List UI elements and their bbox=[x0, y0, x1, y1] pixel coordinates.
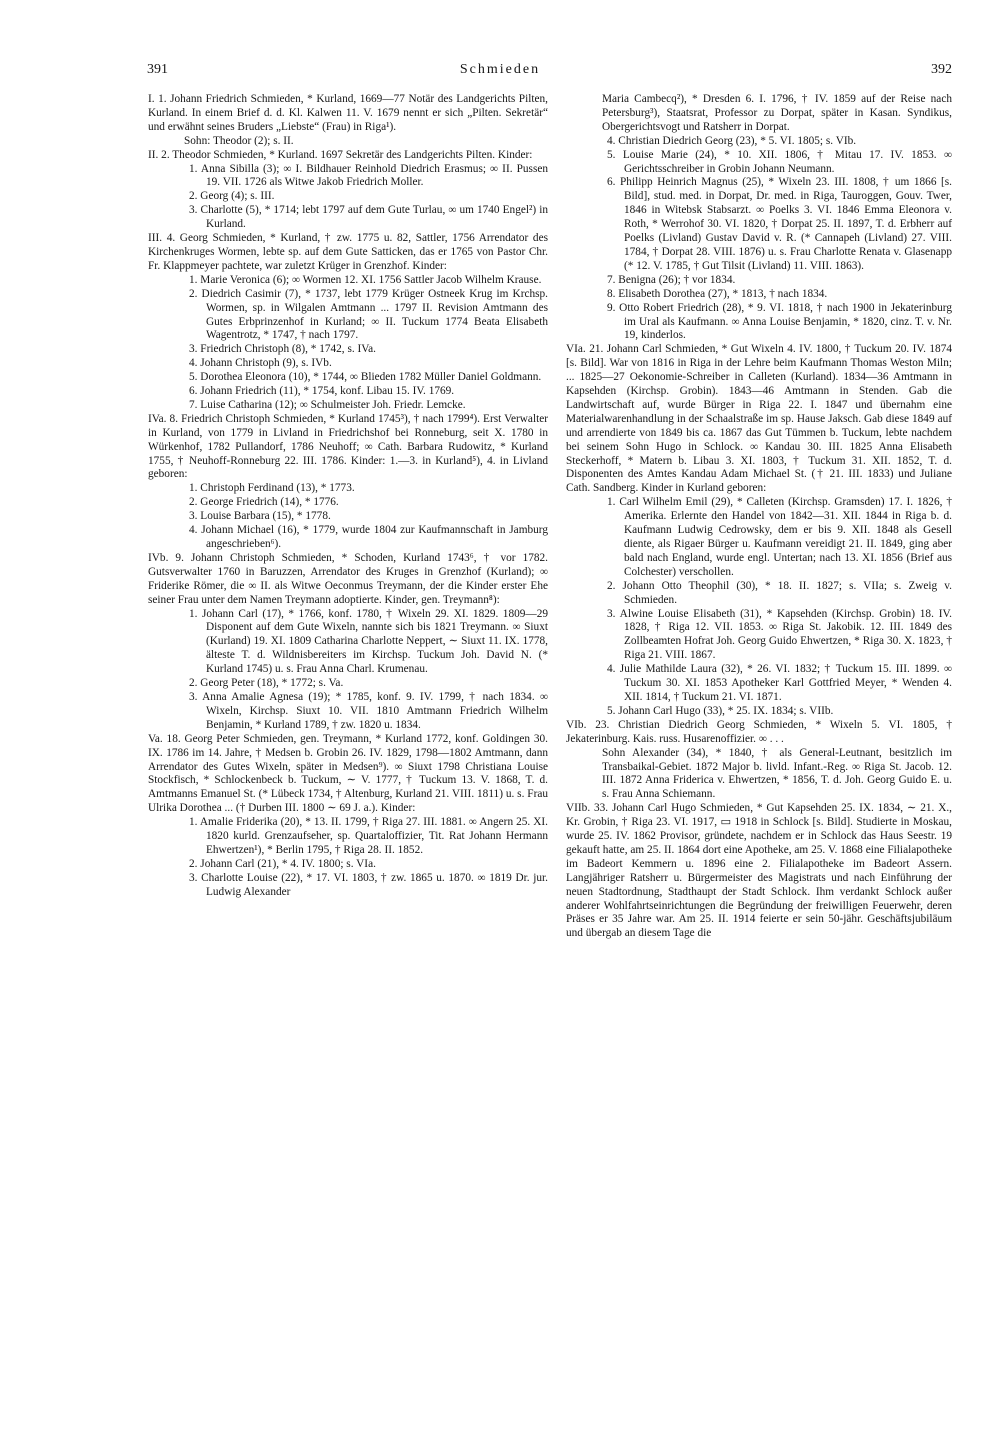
genealogy-entry: VIb. 23. Christian Diedrich Georg Schmieden, * Wixeln 5. VI. 1805, † Jekaterinburg. Kais. russ. Husarenoffizier. ∞ . . . bbox=[566, 718, 952, 745]
child-entry: 4. Johann Christoph (9), s. IVb. bbox=[189, 357, 332, 370]
child-entry: 6. Philipp Heinrich Magnus (25), * Wixeln 23. III. 1808, † um 1866 [s. Bild], stud. med. in Dorpat, Dr. med. in Riga, Tauroggen, Gouv. Twer, 1846 in Witebsk Stabsarzt. ∞ Poelks 3. VI. 1846 Emma Eleonora v. Roth, * Werrohof 30. VI. 1820, † Dorpat 25. II. 1897, T. d. Erbherr auf Poelks (Livland) Gustav David v. R. (* Cannapeh (Livland) 27. VIII. 1784, † Dorpat 28. VIII. 1876) u. s. Frau Charlotte Renata v. Glasenapp (* 12. V. 1785, † Gut Tilsit (Livland) 11. VIII. 1863). bbox=[607, 176, 952, 272]
child-entry: 4. Julie Mathilde Laura (32), * 26. VI. 1832; † Tuckum 15. III. 1899. ∞ Tuckum 30. XI. 1853 Apotheker Karl Gottfried Meyer, * Wenden 4. XII. 1814, † Tuckum 21. VI. 1871. bbox=[607, 663, 952, 703]
child-entry: 5. Johann Carl Hugo (33), * 25. IX. 1834; s. VIIb. bbox=[607, 704, 834, 717]
child-entry: 1. Amalie Friderika (20), * 13. II. 1799, † Riga 27. III. 1881. ∞ Angern 25. XI. 1820 kurld. Grenzaufseher, sp. Quartaloffizier, Tit. Rat Johann Hermann Ehwertzen¹), * Berlin 1795, † Riga 28. II. 1852. bbox=[189, 816, 548, 856]
genealogy-entry: VIIb. 33. Johann Carl Hugo Schmieden, * Gut Kapsehden 25. IX. 1834, ∼ 21. X., Kr. Grobin, † Riga 23. VI. 1917, ▭ 1918 in Schlock [s. Bild]. Studierte in Moskau, wurde 25. IV. 1862 Provisor, gründete, nachdem er in Schlock das Haus Seestr. 19 gekauft hatte, am 25. II. 1864 dort eine Apotheke, am 25. V. 1868 eine Filialapotheke im Badeort Kemmern u. 1896 eine 2. Filialapotheke im Badeort Assern. Langjähriger Ratsherr u. Bürgermeister des Magistrats und nach Einführung der neuen Stadtordnung, Stadthaupt der Stadt Schlock. Ihm verdankt Schlock außer anderer Wohlfahrtseinrichtungen die Begründung der freiwilligen Feuerwehr, deren Präses er 35 Jahre war. Am 25. II. 1914 feierte er sein 50-jähr. Geschäftsjubiläum und übergab an diesem Tage die bbox=[566, 802, 952, 940]
child-entry: 6. Johann Friedrich (11), * 1754, konf. Libau 15. IV. 1769. bbox=[189, 385, 455, 398]
running-title: Schmieden bbox=[459, 62, 541, 77]
child-entry: 1. Christoph Ferdinand (13), * 1773. bbox=[189, 482, 355, 495]
genealogy-entry: VIa. 21. Johann Carl Schmieden, * Gut Wixeln 4. IV. 1800, † Tuckum 20. IV. 1874 [s. Bild]. War von 1816 in Riga in der Lehre beim Kaufmann Thomas Weston Miln; ... 1825—27 Oekonomie-Schreiber in Calleten (Kurland). 1834—36 Amtmann in Kapsehden (Kirchsp. Grobin). 1843—46 Amtmann in Stenden. Gab die Landwirtschaft auf, wurde Bürger in Riga 22. I. 1847 und übernahm eine Materialwarenhandlung in der Schaalstraße im sp. Hause Jaksch. Gab diese 1849 auf und arrendierte von 1849 bis ca. 1867 das Gut Tümmen b. Tuckum, lebte nachdem bei seinem Sohn Hugo in Schlock. ∞ Kandau 30. III. 1825 Anna Elisabeth Steckerhoff, * Matern b. Libau 3. XI. 1803, † Tuckum 31. XII. 1852, T. d. Disponenten des Amtes Kandau Adam Michael St. († 21. III. 1833) und Juliane Cath. Sandberg. Kinder in Kurland geboren: bbox=[566, 343, 952, 495]
child-entry: 3. Charlotte (5), * 1714; lebt 1797 auf dem Gute Turlau, ∞ um 1740 Engel²) in Kurland. bbox=[189, 204, 548, 231]
child-entry: 1. Marie Veronica (6); ∞ Wormen 12. XI. 1756 Sattler Jacob Wilhelm Krause. bbox=[189, 273, 542, 286]
left-column bbox=[148, 93, 548, 900]
child-entry: 3. Friedrich Christoph (8), * 1742, s. IVa. bbox=[189, 343, 377, 356]
child-entry: 3. Anna Amalie Agnesa (19); * 1785, konf. 9. IV. 1799, † nach 1834. ∞ Wixeln, Kirchsp. Siuxt 10. VII. 1810 Amtmann Friedrich Wilhelm Benjamin, * Kurland 1789, † zw. 1820 u. 1834. bbox=[189, 690, 548, 731]
child-entry: 2. Johann Otto Theophil (30), * 18. II. 1827; s. VIIa; s. Zweig v. Schmieden. bbox=[607, 579, 952, 606]
child-entry: 2. Johann Carl (21), * 4. IV. 1800; s. VIa. bbox=[189, 857, 376, 870]
child-entry: 5. Dorothea Eleonora (10), * 1744, ∞ Blieden 1782 Müller Daniel Goldmann. bbox=[189, 371, 542, 384]
child-entry: 2. George Friedrich (14), * 1776. bbox=[189, 496, 339, 509]
genealogy-entry: Maria Cambecq²), * Dresden 6. I. 1796, † IV. 1859 auf der Reise nach Petersburg³), Staatsrat, Professor zu Dorpat, später in Kasan. Syndikus, Obergerichtsvogt und Ratsherr in Dorpat. bbox=[602, 93, 952, 133]
child-entry: 1. Carl Wilhelm Emil (29), * Calleten (Kirchsp. Gramsden) 17. I. 1826, † Amerika. Erlernte den Handel von 1842—31. XII. 1844 in Riga b. d. Kaufmann Ludwig Cedrowsky, dem er bis 9. XII. 1848 als Gesell diente, als Rigaer Bürger u. Kaufmann vereidigt 21. II. 1849, ging aber bald nach England, wurde engl. Untertan; nach 13. XI. 1856 (Brief aus Colchester) verschollen. bbox=[607, 496, 952, 578]
genealogy-entry: III. 4. Georg Schmieden, * Kurland, † zw. 1775 u. 82, Sattler, 1756 Arrendator des Kirchenkruges Wormen, lebte sp. auf dem Gute Satticken, das er 1765 von Pastor Chr. Fr. Klappmeyer pachtete, war zuletzt Krüger in Grenzhof. Kinder: bbox=[148, 232, 548, 272]
child-entry: 3. Louise Barbara (15), * 1778. bbox=[189, 510, 331, 523]
child-entry: 7. Luise Catharina (12); ∞ Schulmeister Joh. Friedr. Lemcke. bbox=[189, 398, 466, 411]
genealogy-entry: IVb. 9. Johann Christoph Schmieden, * Schoden, Kurland 1743⁶, † vor 1782. Gutsverwalter 1760 in Baruzzen, Arrendator des Kruges in Grenzhof (Kurland); ∞ Friderike Römer, die ∞ II. als Witwe Oeconmus Treymann, der die Kinder erster Ehe seiner Frau unter dem Namen Treymann adoptierte. Kinder, gen. Treymann⁸): bbox=[148, 551, 548, 606]
child-entry: 2. Georg (4); s. III. bbox=[189, 190, 275, 203]
child-entry: 1. Anna Sibilla (3); ∞ I. Bildhauer Reinhold Diedrich Erasmus; ∞ II. Pussen 19. VII. 1726 als Witwe Jakob Friedrich Moller. bbox=[189, 162, 548, 189]
genealogy-entry: II. 2. Theodor Schmieden, * Kurland. 1697 Sekretär des Landgerichts Pilten. Kinder: bbox=[148, 148, 533, 161]
right-column bbox=[566, 93, 952, 941]
genealogy-entry: Sohn Alexander (34), * 1840, † als General-Leutnant, besitzlich im Transbaikal-Gebiet. 1872 Major b. livld. Infant.-Reg. ∞ Riga St. Jacob. 12. III. 1872 Anna Friderica v. Ehwertzen, * 1856, T. d. Joh. Georg Guido E. u. s. Frau Anna Schiemann. bbox=[602, 746, 952, 801]
child-entry: 3. Alwine Louise Elisabeth (31), * Kapsehden (Kirchsp. Grobin) 18. IV. 1828, † Riga 12. VII. 1853. ∞ Riga St. Jakobik. 12. III. 1849 des Zollbeamten Hofrat Joh. Georg Guido Ehwertzen, * Riga 30. X. 1823, † Riga 21. VIII. 1867. bbox=[607, 607, 952, 662]
genealogy-entry: Va. 18. Georg Peter Schmieden, gen. Treymann, * Kurland 1772, konf. Goldingen 30. IX. 1786 im 14. Jahre, † Medsen b. Grobin 26. IV. 1829, 1798—1802 Amtmann, dann Arrendator des Gutes Wixeln, später in Medsen⁹). ∞ Siuxt 1798 Christiana Louise Stockfisch, * Schlockenbeck b. Tuckum, ∼ V. 1777, † Tuckum 13. V. 1868, T. d. Amtmanns Emanuel St. (* Lübeck 1734, † Altenburg, Kurland 21. VIII. 1811) u. s. Frau Ulrika Dorothea ... († Durben III. 1800 ∼ 69 J. a.). Kinder: bbox=[148, 732, 548, 815]
child-entry: 4. Johann Michael (16), * 1779, wurde 1804 zur Kaufmannschaft in Jamburg angeschrieben⁶). bbox=[189, 524, 548, 550]
page-number-right: 392 bbox=[931, 62, 952, 77]
child-entry: 8. Elisabeth Dorothea (27), * 1813, † nach 1834. bbox=[607, 287, 828, 300]
genealogy-entry: Sohn: Theodor (2); s. II. bbox=[184, 134, 294, 147]
genealogy-entry: IVa. 8. Friedrich Christoph Schmieden, * Kurland 1745³), † nach 1799⁴). Erst Verwalter in Kurland, von 1779 in Livland in Friedrichshof bei Ronneburg, seit X. 1780 in Würkenhof, 1782 Pullandorf, 1786 Neuhoff; ∞ Cath. Barbara Rudowitz, * Kurland 1755, † Neuhoff-Ronneburg 22. III. 1786. Kinder: 1.—3. in Kurland⁵), 4. in Livland geboren: bbox=[148, 412, 548, 481]
child-entry: 3. Charlotte Louise (22), * 17. VI. 1803, † zw. 1865 u. 1870. ∞ 1819 Dr. jur. Ludwig Alexander bbox=[189, 871, 548, 898]
child-entry: 4. Christian Diedrich Georg (23), * 5. VI. 1805; s. VIb. bbox=[607, 134, 857, 147]
genealogy-entry: I. 1. Johann Friedrich Schmieden, * Kurland, 1669—77 Notär des Landgerichts Pilten, Kurland. In einem Brief d. d. Kl. Kalwen 11. V. 1679 nennt er sich „Pilten. Sekretär“ und erwähnt seines Bruders „Liebste“ (Frau) in Riga¹). bbox=[148, 93, 548, 133]
child-entry: 2. Georg Peter (18), * 1772; s. Va. bbox=[189, 677, 344, 690]
child-entry: 9. Otto Robert Friedrich (28), * 9. VI. 1818, † nach 1900 in Jekaterinburg im Ural als Kaufmann. ∞ Anna Louise Benjamin, * 1820, cinz. T. v. Nr. 19, kinderlos. bbox=[607, 301, 952, 342]
child-entry: 1. Johann Carl (17), * 1766, konf. 1780, † Wixeln 29. XI. 1829. 1809—29 Disponent auf dem Gute Wixeln, nannte sich bis 1821 Treymann. ∞ Siuxt (Kurland) 19. XI. 1809 Catharina Charlotte Neppert, ∼ Siuxt 11. IX. 1778, älteste T. d. Wildnisbereiters im Kirchsp. Tuckum Joh. David N. (* Kurland 1745) u. s. Frau Anna Charl. Krumenau. bbox=[189, 607, 548, 676]
child-entry: 7. Benigna (26); † vor 1834. bbox=[607, 273, 736, 286]
child-entry: 2. Diedrich Casimir (7), * 1737, lebt 1779 Krüger Ostneek Krug im Krchsp. Wormen, sp. in Wilgalen Amtmann ... 1797 II. Revision Amtmann des Gutes Erbprinzenhof in Kurland; ∞ II. Tuckum 1774 Beata Elisabeth Wagentrotz, * 1747, † nach 1797. bbox=[189, 287, 548, 342]
page-number-left: 391 bbox=[147, 62, 168, 77]
child-entry: 5. Louise Marie (24), * 10. XII. 1806, † Mitau 17. IV. 1853. ∞ Gerichtsschreiber in Grobin Johann Neumann. bbox=[607, 148, 952, 175]
